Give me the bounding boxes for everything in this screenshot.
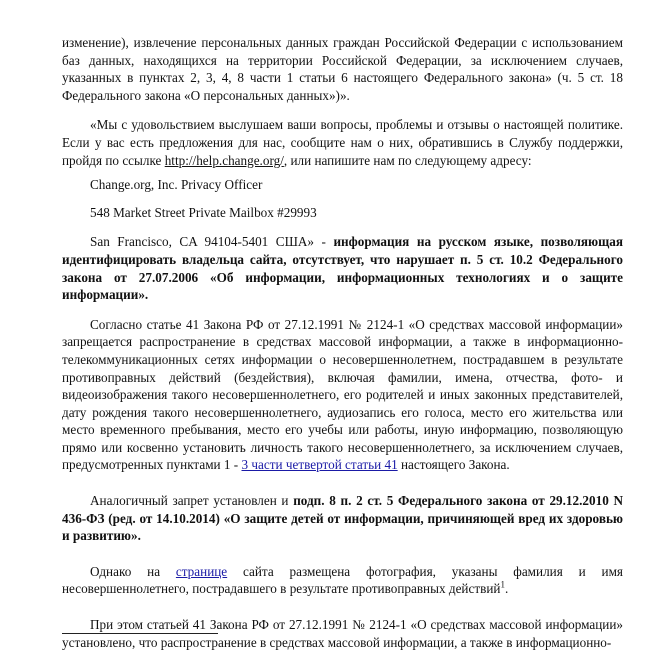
violation-statement: информация на русском языке, позволяющая идентифицировать владельца сайта, отсутствует, что нарушает п. 5 ст. 10.2 Федерального закона от 27.07.2006 «Об информации, информационных технологиях и о защите информации». <box>62 234 623 303</box>
contact-quote-tail: , или напишите нам по следующему адресу: <box>283 152 532 168</box>
article-41-link[interactable]: 3 части четвертой статьи 41 <box>241 457 398 473</box>
similar-ban-text: Аналогичный запрет установлен и <box>90 493 294 509</box>
page-link[interactable]: странице <box>175 563 228 579</box>
page-photo-text: Однако на <box>90 563 176 579</box>
document-page <box>62 34 623 651</box>
footnote-mark: 1 <box>500 580 505 591</box>
page-photo-tail: сайта размещена фотография, указаны фамилия и имя несовершеннолетнего, пострадавшего в результате противоправных действий <box>62 563 623 597</box>
paragraph-contact-quote <box>62 116 623 169</box>
address-city-text: San Francisco, CA 94104-5401 США» - <box>90 234 334 250</box>
page-photo-end: . <box>504 581 509 597</box>
paragraph-further: При этом статьей 41 Закона РФ от 27.12.1991 № 2124-1 «О средствах массовой информации» установлено, что распространение в средствах массовой информации, а также в информационно- <box>62 617 623 650</box>
article-41-text: Согласно статье 41 Закона РФ от 27.12.1991 № 2124-1 «О средствах массовой информации» запрещается распространение в средствах массовой информации, а также в информационно-телекоммуникационных сетях информации о несовершеннолетнем, пострадавшем в результате противоправных действий (бездействия), включая фамилии, имена, отчества, фото- и видеоизображения такого несовершеннолетнего, его родителей и иных законных представителей, дату рождения такого несовершеннолетнего, аудиозапись его голоса, место его жительства или место временного пребывания, место его учебы или работы, иную информацию, позволяющую прямо или косвенно установить личность такого несовершеннолетнего, за исключением случаев, предусмотренных пунктами 1 - <box>62 316 623 473</box>
paragraph-similar-ban <box>62 492 623 545</box>
address-line-2: 548 Market Street Private Mailbox #29993 <box>90 204 317 220</box>
address-line-3 <box>62 233 623 303</box>
article-41-tail: настоящего Закона. <box>397 457 510 473</box>
help-link[interactable]: http://help.change.org/ <box>164 152 284 168</box>
address-line-1: Change.org, Inc. Privacy Officer <box>90 177 263 193</box>
contact-quote-text: «Мы с удовольствием выслушаем ваши вопросы, проблемы и отзывы о настоящей политике. Если у вас есть предложения для нас, сообщите нам о них, обратившись в Службу поддержки, пройдя по ссылке <box>62 117 623 168</box>
similar-ban-law: подп. 8 п. 2 ст. 5 Федерального закона от 29.12.2010 N 436-ФЗ (ред. от 14.10.2014) «О защите детей от информации, причиняющей вред их здоровью и развитию». <box>62 493 624 544</box>
paragraph-page-photo <box>62 563 623 598</box>
footnote-divider <box>62 633 218 634</box>
paragraph-article-41 <box>62 316 623 474</box>
paragraph-continuation: изменение), извлечение персональных данных граждан Российской Федерации с использованием баз данных, находящихся на территории Российской Федерации, за исключением случаев, указанных в пунктах 2, 3, 4, 8 части 1 статьи 6 настоящего Федерального закона» (ч. 5 ст. 18 Федерального закона «О персональных данных»)». <box>62 35 623 103</box>
